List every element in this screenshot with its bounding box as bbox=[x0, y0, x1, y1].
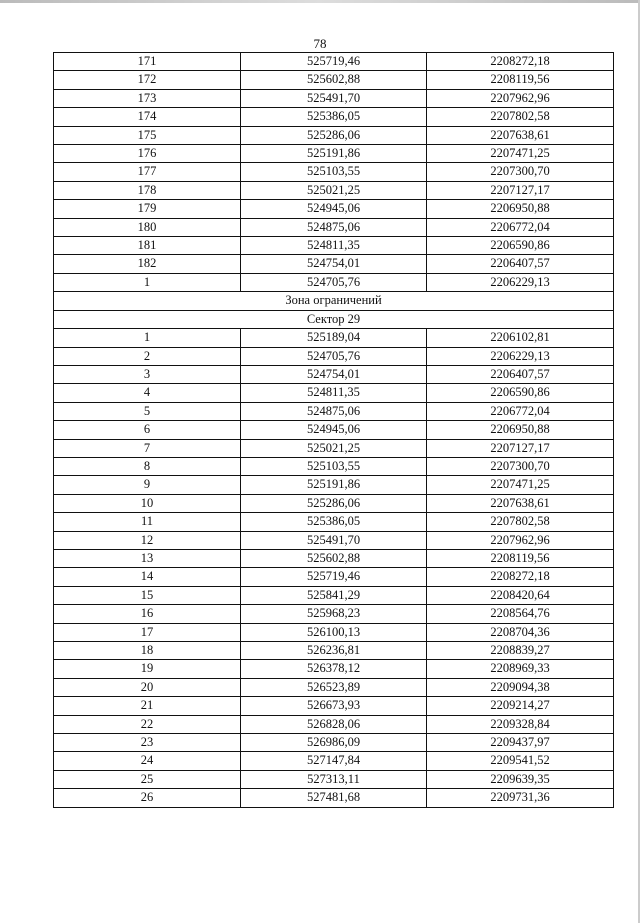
x-coordinate-cell: 526100,13 bbox=[241, 623, 427, 641]
table-row bbox=[54, 89, 614, 107]
y-coordinate-cell: 2207802,58 bbox=[427, 513, 614, 531]
table-row bbox=[54, 200, 614, 218]
x-coordinate-cell: 524945,06 bbox=[241, 200, 427, 218]
table-row bbox=[54, 273, 614, 291]
table-row bbox=[54, 476, 614, 494]
x-coordinate-cell: 527147,84 bbox=[241, 752, 427, 770]
table-row bbox=[54, 457, 614, 475]
page-number: 78 bbox=[313, 36, 327, 51]
table-row bbox=[54, 697, 614, 715]
table-row bbox=[54, 494, 614, 512]
x-coordinate-cell: 527313,11 bbox=[241, 770, 427, 788]
x-coordinate-cell: 525968,23 bbox=[241, 605, 427, 623]
x-coordinate-cell: 526828,06 bbox=[241, 715, 427, 733]
x-coordinate-cell: 525103,55 bbox=[241, 457, 427, 475]
x-coordinate-cell: 524945,06 bbox=[241, 421, 427, 439]
x-coordinate-cell: 524705,76 bbox=[241, 347, 427, 365]
point-number-cell: 11 bbox=[54, 513, 241, 531]
point-number-cell: 7 bbox=[54, 439, 241, 457]
point-number-cell: 179 bbox=[54, 200, 241, 218]
table-row bbox=[54, 605, 614, 623]
point-number-cell: 10 bbox=[54, 494, 241, 512]
x-coordinate-cell: 525491,70 bbox=[241, 531, 427, 549]
table-row bbox=[54, 568, 614, 586]
table-row bbox=[54, 660, 614, 678]
point-number-cell: 182 bbox=[54, 255, 241, 273]
y-coordinate-cell: 2207638,61 bbox=[427, 494, 614, 512]
x-coordinate-cell: 525719,46 bbox=[241, 53, 427, 71]
y-coordinate-cell: 2206772,04 bbox=[427, 402, 614, 420]
table-row bbox=[54, 53, 614, 71]
table-row bbox=[54, 145, 614, 163]
table-row bbox=[54, 255, 614, 273]
y-coordinate-cell: 2207471,25 bbox=[427, 145, 614, 163]
table-row bbox=[54, 513, 614, 531]
y-coordinate-cell: 2206950,88 bbox=[427, 200, 614, 218]
x-coordinate-cell: 525491,70 bbox=[241, 89, 427, 107]
y-coordinate-cell: 2206102,81 bbox=[427, 329, 614, 347]
x-coordinate-cell: 526378,12 bbox=[241, 660, 427, 678]
y-coordinate-cell: 2208969,33 bbox=[427, 660, 614, 678]
point-number-cell: 16 bbox=[54, 605, 241, 623]
y-coordinate-cell: 2208704,36 bbox=[427, 623, 614, 641]
table-row bbox=[54, 752, 614, 770]
x-coordinate-cell: 524705,76 bbox=[241, 273, 427, 291]
table-row bbox=[54, 181, 614, 199]
table-row bbox=[54, 329, 614, 347]
x-coordinate-cell: 524875,06 bbox=[241, 402, 427, 420]
x-coordinate-cell: 525021,25 bbox=[241, 181, 427, 199]
point-number-cell: 176 bbox=[54, 145, 241, 163]
y-coordinate-cell: 2206590,86 bbox=[427, 237, 614, 255]
y-coordinate-cell: 2207638,61 bbox=[427, 126, 614, 144]
y-coordinate-cell: 2207962,96 bbox=[427, 531, 614, 549]
x-coordinate-cell: 524811,35 bbox=[241, 384, 427, 402]
y-coordinate-cell: 2209541,52 bbox=[427, 752, 614, 770]
point-number-cell: 178 bbox=[54, 181, 241, 199]
point-number-cell: 13 bbox=[54, 549, 241, 567]
y-coordinate-cell: 2209437,97 bbox=[427, 734, 614, 752]
point-number-cell: 22 bbox=[54, 715, 241, 733]
table-row bbox=[54, 623, 614, 641]
x-coordinate-cell: 525602,88 bbox=[241, 549, 427, 567]
point-number-cell: 181 bbox=[54, 237, 241, 255]
table-row bbox=[54, 678, 614, 696]
x-coordinate-cell: 524875,06 bbox=[241, 218, 427, 236]
y-coordinate-cell: 2209094,38 bbox=[427, 678, 614, 696]
y-coordinate-cell: 2208272,18 bbox=[427, 568, 614, 586]
table-row bbox=[54, 384, 614, 402]
table-row bbox=[54, 715, 614, 733]
x-coordinate-cell: 525191,86 bbox=[241, 476, 427, 494]
y-coordinate-cell: 2209214,27 bbox=[427, 697, 614, 715]
x-coordinate-cell: 525189,04 bbox=[241, 329, 427, 347]
table-row bbox=[54, 237, 614, 255]
y-coordinate-cell: 2206407,57 bbox=[427, 365, 614, 383]
point-number-cell: 171 bbox=[54, 53, 241, 71]
point-number-cell: 4 bbox=[54, 384, 241, 402]
y-coordinate-cell: 2206229,13 bbox=[427, 347, 614, 365]
table-row bbox=[54, 642, 614, 660]
x-coordinate-cell: 525191,86 bbox=[241, 145, 427, 163]
y-coordinate-cell: 2207300,70 bbox=[427, 163, 614, 181]
x-coordinate-cell: 526236,81 bbox=[241, 642, 427, 660]
section-header-cell: Сектор 29 bbox=[54, 310, 614, 328]
y-coordinate-cell: 2206229,13 bbox=[427, 273, 614, 291]
point-number-cell: 175 bbox=[54, 126, 241, 144]
x-coordinate-cell: 525103,55 bbox=[241, 163, 427, 181]
table-row bbox=[54, 218, 614, 236]
section-header-cell: Зона ограничений bbox=[54, 292, 614, 310]
table-row bbox=[54, 71, 614, 89]
table-row bbox=[54, 421, 614, 439]
point-number-cell: 6 bbox=[54, 421, 241, 439]
y-coordinate-cell: 2206407,57 bbox=[427, 255, 614, 273]
table-row bbox=[54, 126, 614, 144]
table-row bbox=[54, 347, 614, 365]
x-coordinate-cell: 524754,01 bbox=[241, 365, 427, 383]
y-coordinate-cell: 2208272,18 bbox=[427, 53, 614, 71]
point-number-cell: 2 bbox=[54, 347, 241, 365]
y-coordinate-cell: 2209328,84 bbox=[427, 715, 614, 733]
x-coordinate-cell: 525021,25 bbox=[241, 439, 427, 457]
x-coordinate-cell: 526986,09 bbox=[241, 734, 427, 752]
point-number-cell: 174 bbox=[54, 108, 241, 126]
table-row bbox=[54, 402, 614, 420]
y-coordinate-cell: 2206772,04 bbox=[427, 218, 614, 236]
table-row bbox=[54, 549, 614, 567]
y-coordinate-cell: 2207802,58 bbox=[427, 108, 614, 126]
point-number-cell: 1 bbox=[54, 329, 241, 347]
point-number-cell: 23 bbox=[54, 734, 241, 752]
y-coordinate-cell: 2209639,35 bbox=[427, 770, 614, 788]
x-coordinate-cell: 524754,01 bbox=[241, 255, 427, 273]
y-coordinate-cell: 2207300,70 bbox=[427, 457, 614, 475]
x-coordinate-cell: 525386,05 bbox=[241, 513, 427, 531]
section-header-row bbox=[54, 292, 614, 310]
point-number-cell: 21 bbox=[54, 697, 241, 715]
x-coordinate-cell: 526523,89 bbox=[241, 678, 427, 696]
table-row bbox=[54, 108, 614, 126]
table-row bbox=[54, 734, 614, 752]
point-number-cell: 20 bbox=[54, 678, 241, 696]
table-row bbox=[54, 439, 614, 457]
y-coordinate-cell: 2207471,25 bbox=[427, 476, 614, 494]
y-coordinate-cell: 2207127,17 bbox=[427, 439, 614, 457]
x-coordinate-cell: 525602,88 bbox=[241, 71, 427, 89]
y-coordinate-cell: 2206950,88 bbox=[427, 421, 614, 439]
y-coordinate-cell: 2206590,86 bbox=[427, 384, 614, 402]
x-coordinate-cell: 525719,46 bbox=[241, 568, 427, 586]
point-number-cell: 1 bbox=[54, 273, 241, 291]
y-coordinate-cell: 2207127,17 bbox=[427, 181, 614, 199]
point-number-cell: 24 bbox=[54, 752, 241, 770]
point-number-cell: 180 bbox=[54, 218, 241, 236]
x-coordinate-cell: 526673,93 bbox=[241, 697, 427, 715]
point-number-cell: 3 bbox=[54, 365, 241, 383]
y-coordinate-cell: 2209731,36 bbox=[427, 789, 614, 807]
y-coordinate-cell: 2207962,96 bbox=[427, 89, 614, 107]
y-coordinate-cell: 2208839,27 bbox=[427, 642, 614, 660]
point-number-cell: 9 bbox=[54, 476, 241, 494]
point-number-cell: 177 bbox=[54, 163, 241, 181]
point-number-cell: 26 bbox=[54, 789, 241, 807]
point-number-cell: 172 bbox=[54, 71, 241, 89]
point-number-cell: 18 bbox=[54, 642, 241, 660]
table-row bbox=[54, 789, 614, 807]
point-number-cell: 17 bbox=[54, 623, 241, 641]
table-body bbox=[54, 53, 614, 808]
x-coordinate-cell: 524811,35 bbox=[241, 237, 427, 255]
coordinates-table bbox=[53, 52, 614, 808]
point-number-cell: 5 bbox=[54, 402, 241, 420]
y-coordinate-cell: 2208119,56 bbox=[427, 71, 614, 89]
point-number-cell: 14 bbox=[54, 568, 241, 586]
x-coordinate-cell: 525841,29 bbox=[241, 586, 427, 604]
y-coordinate-cell: 2208420,64 bbox=[427, 586, 614, 604]
point-number-cell: 19 bbox=[54, 660, 241, 678]
table-row bbox=[54, 365, 614, 383]
section-header-row bbox=[54, 310, 614, 328]
point-number-cell: 173 bbox=[54, 89, 241, 107]
point-number-cell: 12 bbox=[54, 531, 241, 549]
x-coordinate-cell: 527481,68 bbox=[241, 789, 427, 807]
y-coordinate-cell: 2208564,76 bbox=[427, 605, 614, 623]
point-number-cell: 15 bbox=[54, 586, 241, 604]
table-row bbox=[54, 770, 614, 788]
scan-edge-top bbox=[0, 0, 640, 3]
table-row bbox=[54, 586, 614, 604]
point-number-cell: 8 bbox=[54, 457, 241, 475]
point-number-cell: 25 bbox=[54, 770, 241, 788]
y-coordinate-cell: 2208119,56 bbox=[427, 549, 614, 567]
x-coordinate-cell: 525286,06 bbox=[241, 126, 427, 144]
table-row bbox=[54, 163, 614, 181]
table-row bbox=[54, 531, 614, 549]
x-coordinate-cell: 525286,06 bbox=[241, 494, 427, 512]
x-coordinate-cell: 525386,05 bbox=[241, 108, 427, 126]
